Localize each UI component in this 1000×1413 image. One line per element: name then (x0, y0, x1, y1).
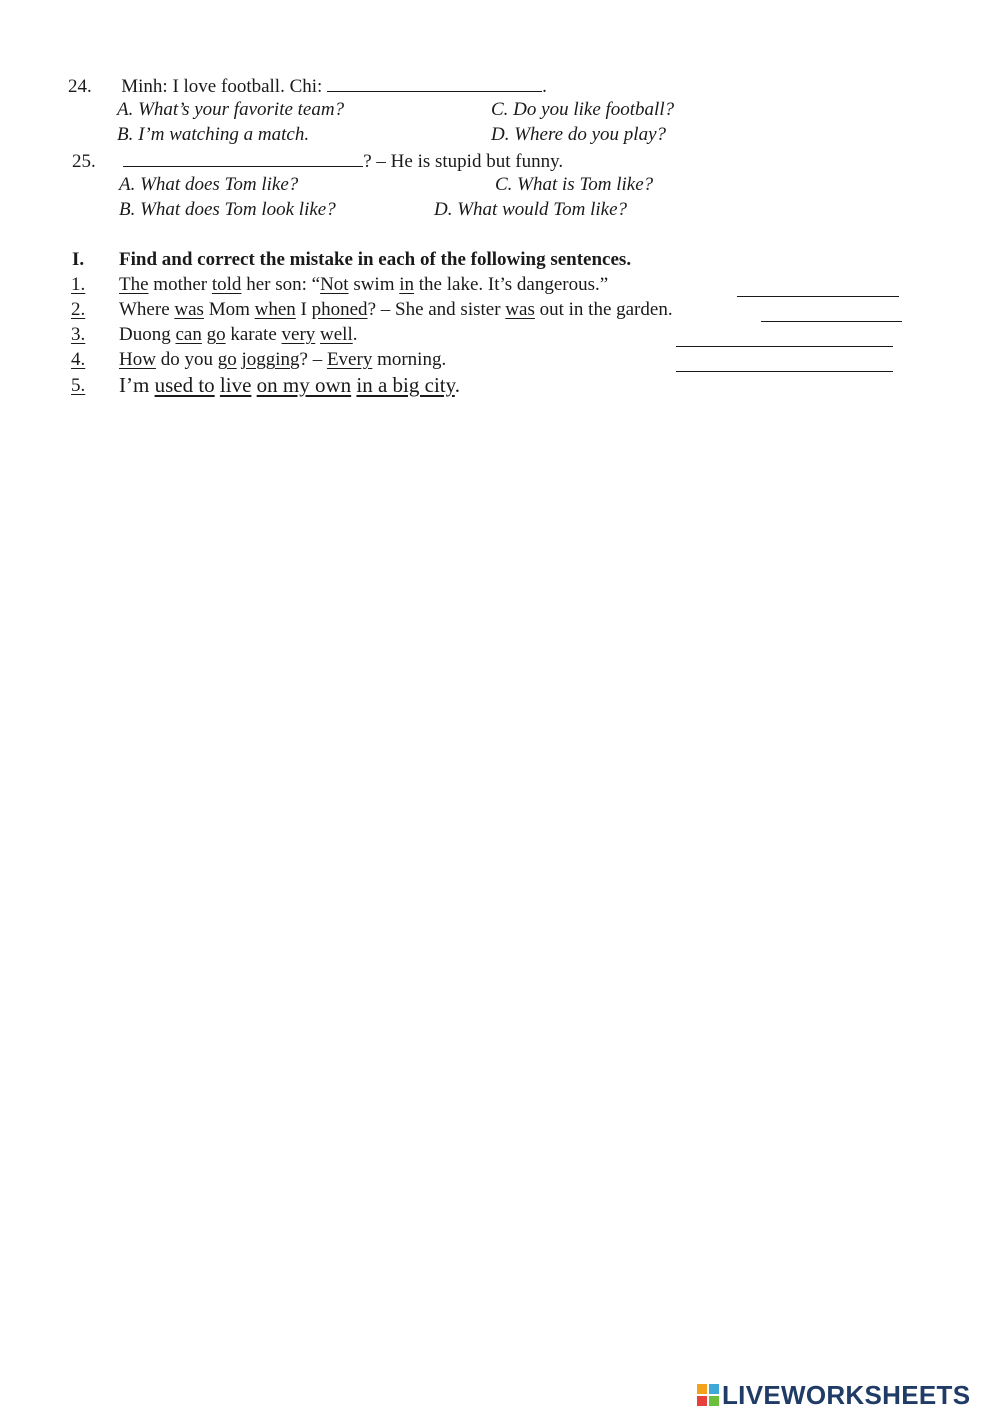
underlined-part[interactable]: was (174, 299, 204, 320)
sentence-text: mother (148, 274, 212, 295)
sentence-text: Mom (203, 299, 255, 320)
underlined-part[interactable]: well (320, 324, 353, 345)
underlined-part[interactable]: The (119, 274, 149, 295)
sentence-1 (119, 273, 608, 297)
underlined-part[interactable]: can (175, 324, 202, 345)
sentence-text: . (454, 373, 461, 397)
liveworksheets-logo (697, 1380, 970, 1410)
sentence-text: morning. (372, 349, 447, 370)
underlined-part[interactable]: go (217, 349, 237, 370)
underlined-part[interactable]: jogging (241, 349, 300, 370)
sentence-number: 2. (71, 299, 86, 320)
sentence-text: ? – (299, 349, 327, 370)
sentence-text: out in the garden. (534, 299, 673, 320)
option-d[interactable]: D. What would Tom like? (434, 199, 627, 220)
correction-blank[interactable] (676, 370, 893, 372)
sentence-text: swim (348, 274, 400, 295)
sentence-3 (119, 323, 358, 347)
correction-blank[interactable] (761, 320, 902, 322)
underlined-part[interactable]: when (254, 299, 296, 320)
sentence-text: . (352, 324, 358, 345)
sentence-number: 5. (71, 375, 86, 396)
question-25 (72, 148, 563, 174)
sentence-number: 3. (71, 324, 86, 345)
question-number: 25. (72, 151, 96, 172)
underlined-part[interactable]: in (399, 274, 415, 295)
sentence-text: her son: “ (241, 274, 321, 295)
underlined-part[interactable]: Not (320, 274, 349, 295)
underlined-part[interactable]: used to (154, 373, 215, 397)
underlined-part[interactable]: on my own (256, 373, 352, 397)
logo-icon (697, 1384, 719, 1406)
sentence-text: Where (119, 299, 175, 320)
option-b[interactable]: B. I’m watching a match. (117, 124, 310, 145)
sentence-5 (119, 373, 460, 397)
sentence-text: ? – She and sister (367, 299, 506, 320)
option-b[interactable]: B. What does Tom look like? (119, 199, 336, 220)
sentence-text: I’m (119, 373, 155, 397)
correction-blank[interactable] (676, 345, 893, 347)
underlined-part[interactable]: phoned (311, 299, 368, 320)
sentence-text: do you (155, 349, 218, 370)
option-a[interactable]: A. What’s your favorite team? (117, 99, 345, 120)
question-prompt: Minh: I love football. Chi: (121, 76, 323, 97)
sentence-text: I (295, 299, 312, 320)
underlined-part[interactable]: very (281, 324, 316, 345)
question-prompt: ? – He is stupid but funny. (363, 151, 564, 172)
option-a[interactable]: A. What does Tom like? (119, 174, 299, 195)
section-heading (72, 248, 632, 272)
question-24 (68, 73, 547, 99)
option-c[interactable]: C. What is Tom like? (495, 174, 654, 195)
underlined-part[interactable]: How (119, 349, 156, 370)
sentence-text: the lake. It’s dangerous.” (414, 274, 609, 295)
question-end: . (542, 76, 547, 97)
logo-text: LIVEWORKSHEETS (722, 1379, 971, 1410)
answer-blank[interactable] (327, 73, 542, 92)
sentence-4 (119, 348, 446, 372)
answer-blank[interactable] (123, 148, 363, 167)
sentence-2 (119, 298, 673, 322)
sentence-number: 1. (71, 274, 86, 295)
section-number: I. (72, 249, 85, 270)
question-number: 24. (68, 76, 92, 97)
underlined-part[interactable]: told (211, 274, 242, 295)
underlined-part[interactable]: live (219, 373, 252, 397)
option-c[interactable]: C. Do you like football? (491, 99, 675, 120)
sentence-number: 4. (71, 349, 86, 370)
section-title: Find and correct the mistake in each of the following sentences. (119, 249, 632, 270)
sentence-text: karate (225, 324, 282, 345)
underlined-part[interactable]: was (505, 299, 535, 320)
option-d[interactable]: D. Where do you play? (491, 124, 666, 145)
underlined-part[interactable]: in a big city (356, 373, 455, 397)
underlined-part[interactable]: Every (326, 349, 373, 370)
sentence-text: Duong (119, 324, 176, 345)
underlined-part[interactable]: go (206, 324, 226, 345)
correction-blank[interactable] (737, 295, 899, 297)
